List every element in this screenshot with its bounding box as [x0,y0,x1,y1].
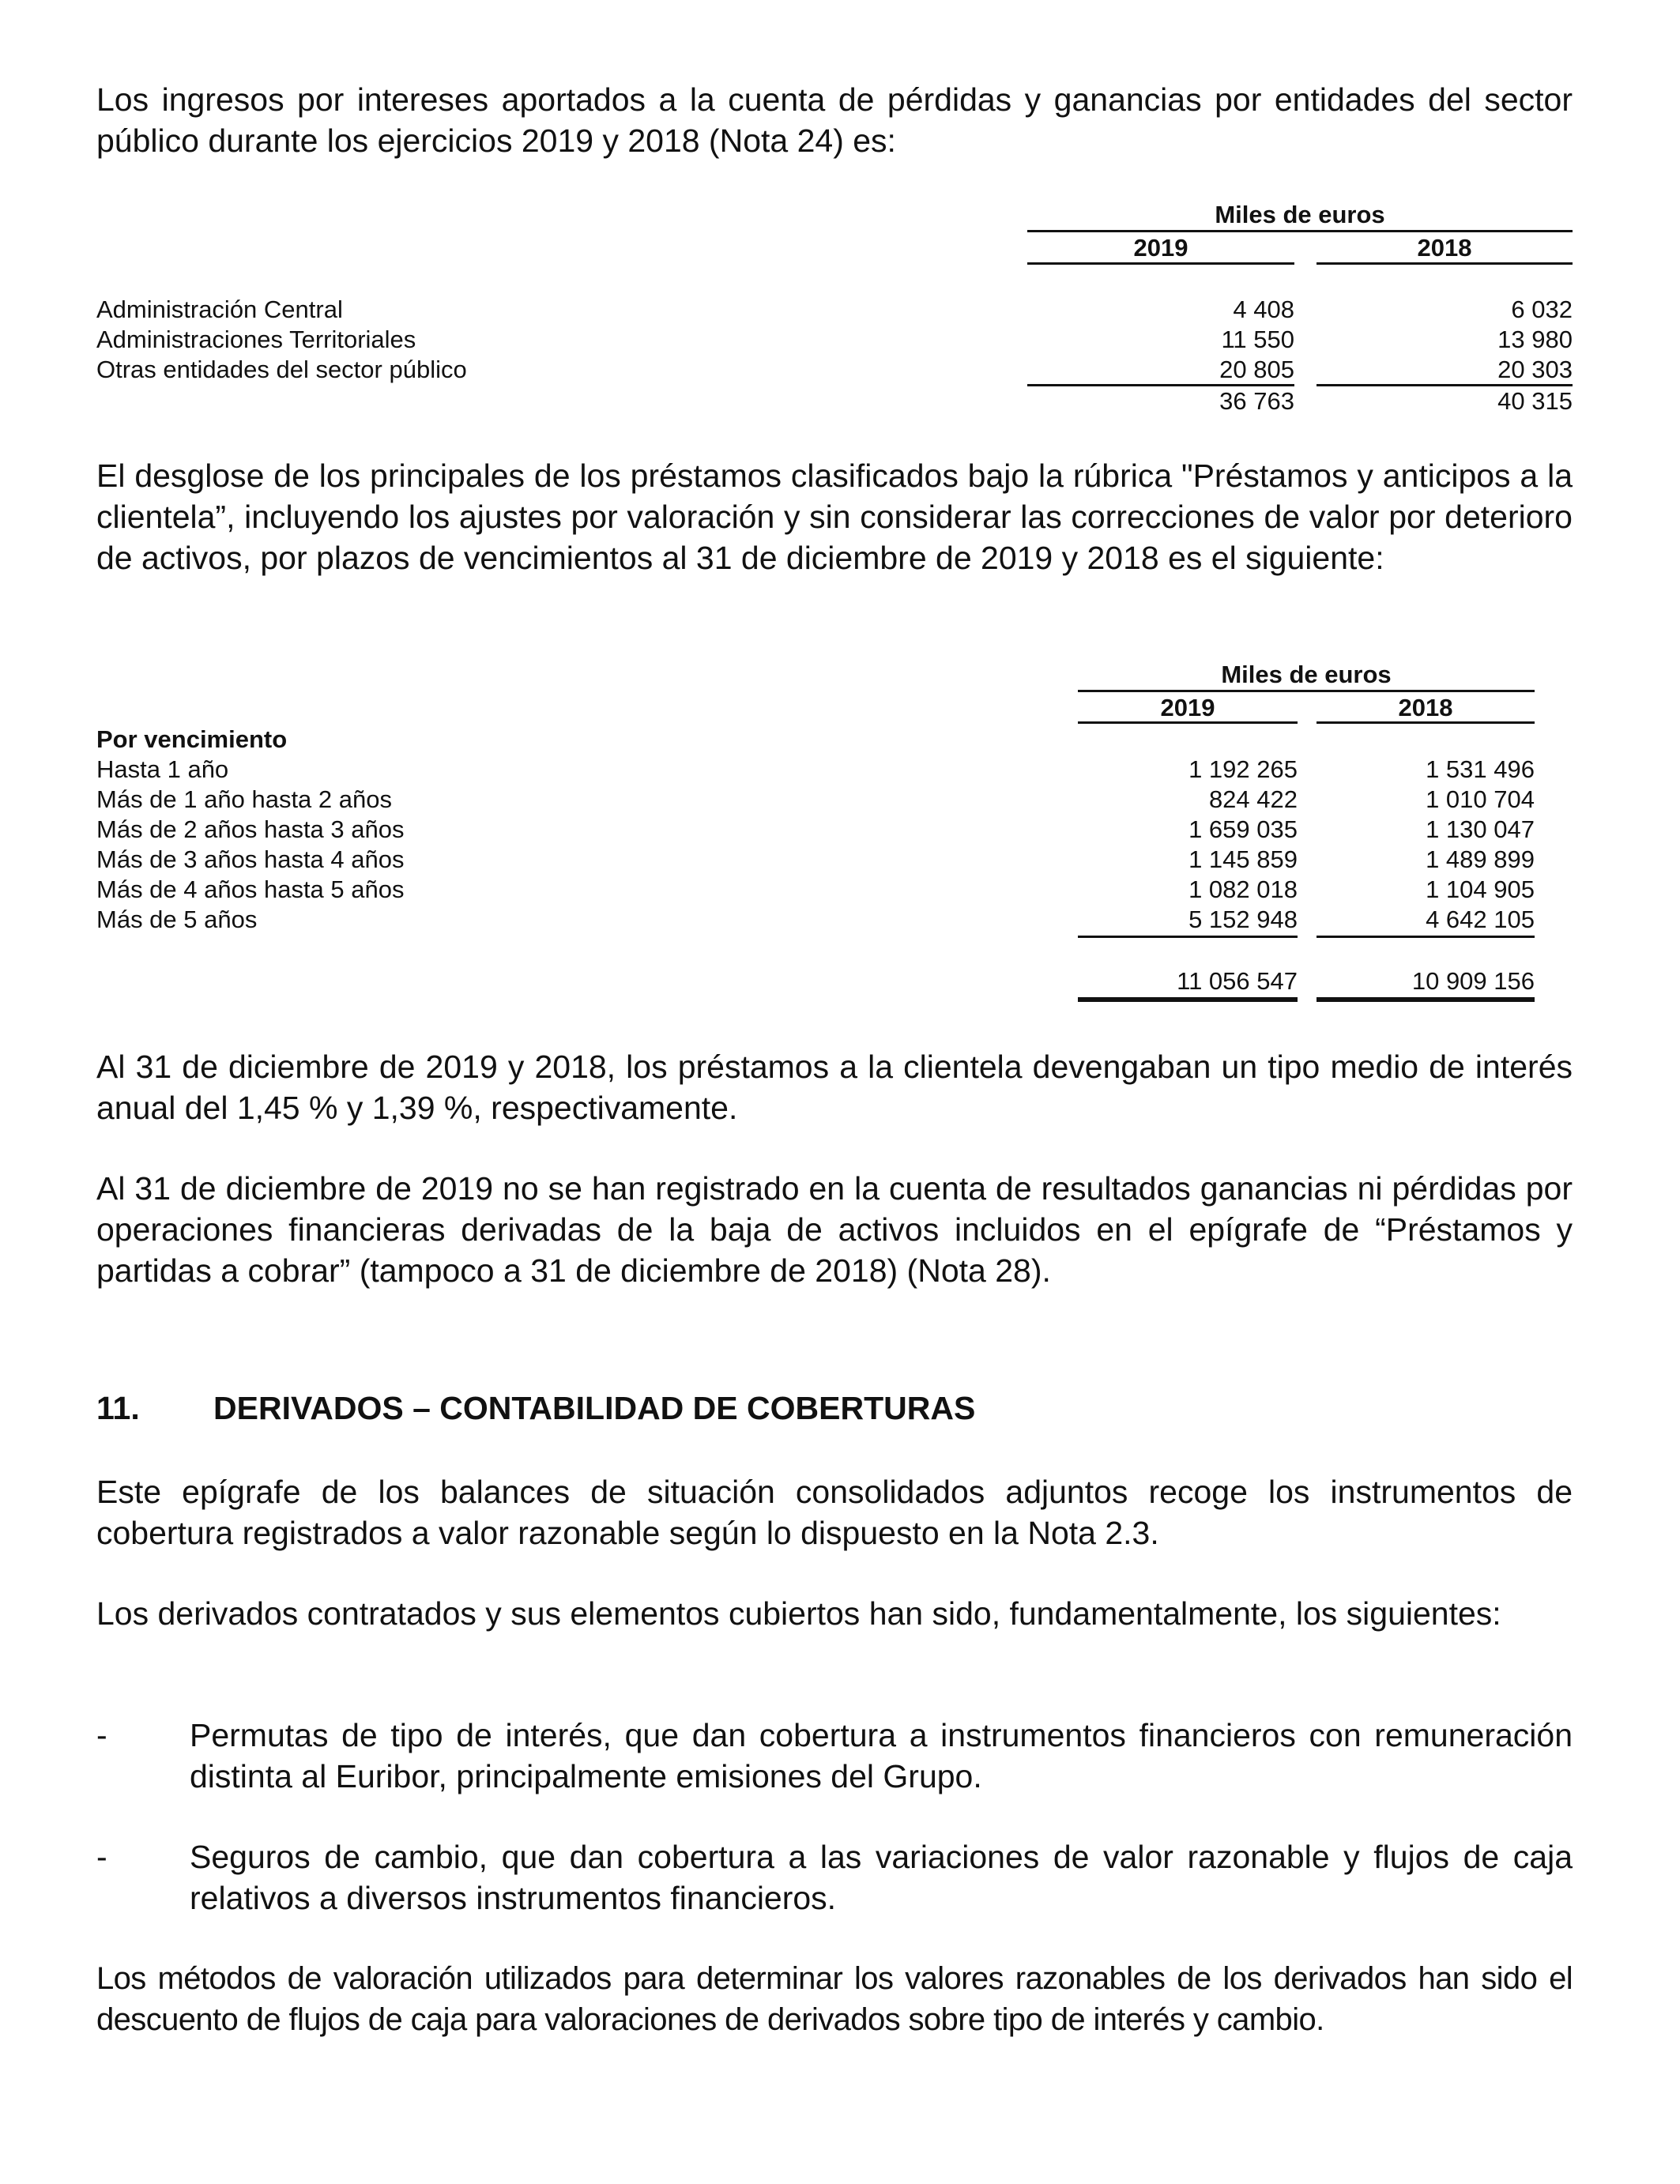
value-2019: 824 422 [1208,785,1298,813]
value-2019: 1 145 859 [1188,845,1298,873]
value-2018: 1 531 496 [1426,755,1535,783]
bullet-dash: - [96,1839,107,1875]
value-2019: 20 805 [1219,356,1294,383]
table2-unit-header: Miles de euros [1221,661,1392,688]
value-2018: 1 489 899 [1426,845,1535,873]
intro-paragraph: Los ingresos por intereses aportados a la cuenta de pérdidas y ganancias por entidades del sector público durante los ejercicios 2019 y 2018 (Nota 24) es: [96,81,1573,159]
value-2019: 4 408 [1233,296,1294,323]
row-label: Administración Central [96,296,343,323]
list-item [96,1715,1573,1797]
table1-col-2019: 2019 [1133,234,1188,262]
list-item [96,1836,1573,1919]
table2-col-2019-rule [1078,721,1298,724]
row-label: Hasta 1 año [96,755,229,783]
row-label: Más de 3 años hasta 4 años [96,845,405,873]
value-2018: 6 032 [1511,296,1573,323]
table1-subtotal-rule-2018 [1317,384,1573,386]
row-label: Más de 2 años hasta 3 años [96,815,405,843]
section-number: 11. [96,1390,140,1426]
value-2019: 1 082 018 [1188,875,1298,903]
loans-breakdown-paragraph: El desglose de los principales de los préstamos clasificados bajo la rúbrica "Préstamos y anticipos a la clientela”, incluyendo los ajustes por valoración y sin considerar las correcciones de valor por deterioro de activos, por plazos de vencimientos al 31 de diciembre de 2019 y 2018 es el siguiente: [96,458,1573,576]
table2-unit-rule [1078,690,1535,692]
bullet-text: Permutas de tipo de interés, que dan cobertura a instrumentos financieros con remuneración distinta al Euribor, principalmente emisiones del Grupo. [190,1717,1573,1794]
value-2018: 4 642 105 [1426,906,1535,933]
row-label: Más de 1 año hasta 2 años [96,785,392,813]
hedging-scope-paragraph: Este epígrafe de los balances de situación consolidados adjuntos recoge los instrumentos de cobertura registrados a valor razonable según lo dispuesto en la Nota 2.3. [96,1474,1573,1551]
value-2018: 13 980 [1497,326,1573,353]
table2-col-2018-rule [1317,721,1535,724]
total-2018: 10 909 156 [1411,967,1535,995]
table1-unit-header: Miles de euros [1215,201,1385,228]
row-label: Más de 4 años hasta 5 años [96,875,405,903]
value-2018: 20 303 [1497,356,1573,383]
interest-rate-paragraph: Al 31 de diciembre de 2019 y 2018, los préstamos a la clientela devengaban un tipo medio de interés anual del 1,45 % y 1,39 %, respectivamente. [96,1049,1573,1126]
valuation-methods-paragraph: Los métodos de valoración utilizados para determinar los valores razonables de los derivados han sido el descuento de flujos de caja para valoraciones de derivados sobre tipo de interés y cambio. [96,1961,1573,2037]
section-title: DERIVADOS – CONTABILIDAD DE COBERTURAS [213,1390,976,1426]
value-2019: 1 192 265 [1188,755,1298,783]
row-label: Más de 5 años [96,906,258,933]
row-label: Administraciones Territoriales [96,326,416,353]
value-2018: 1 104 905 [1426,875,1535,903]
table1-unit-rule [1027,230,1573,232]
table2-col-2018: 2018 [1398,694,1453,721]
value-2019: 11 550 [1221,326,1294,353]
derivatives-intro-paragraph: Los derivados contratados y sus elementos cubiertos han sido, fundamentalmente, los siguientes: [96,1595,1501,1632]
value-2018: 1 130 047 [1426,815,1535,843]
total-2019: 11 056 547 [1177,967,1298,995]
total-2018: 40 315 [1497,387,1573,415]
table2-subtotal-rule-2018 [1317,936,1535,938]
table2-total-rule-2019 [1078,997,1298,1002]
derecognition-paragraph: Al 31 de diciembre de 2019 no se han registrado en la cuenta de resultados ganancias ni pérdidas por operaciones financieras derivadas de la baja de activos incluidos en el epígrafe de “Préstamos y partidas a cobrar” (tampoco a 31 de diciembre de 2018) (Nota 28). [96,1170,1573,1289]
table1-col-2018-rule [1317,262,1573,265]
table1-subtotal-rule-2019 [1027,384,1294,386]
value-2019: 1 659 035 [1188,815,1298,843]
section-heading [96,1388,975,1429]
table2-group-label: Por vencimiento [96,725,288,753]
table2-col-2019: 2019 [1160,694,1215,721]
total-2019: 36 763 [1219,387,1294,415]
bullet-text: Seguros de cambio, que dan cobertura a las variaciones de valor razonable y flujos de caja relativos a diversos instrumentos financieros. [190,1839,1573,1916]
table2-total-rule-2018 [1317,997,1535,1002]
value-2018: 1 010 704 [1426,785,1535,813]
value-2019: 5 152 948 [1188,906,1298,933]
bullet-dash: - [96,1717,107,1753]
table2-subtotal-rule-2019 [1078,936,1298,938]
table1-col-2018: 2018 [1417,234,1472,262]
table1-col-2019-rule [1027,262,1294,265]
row-label: Otras entidades del sector público [96,356,467,383]
